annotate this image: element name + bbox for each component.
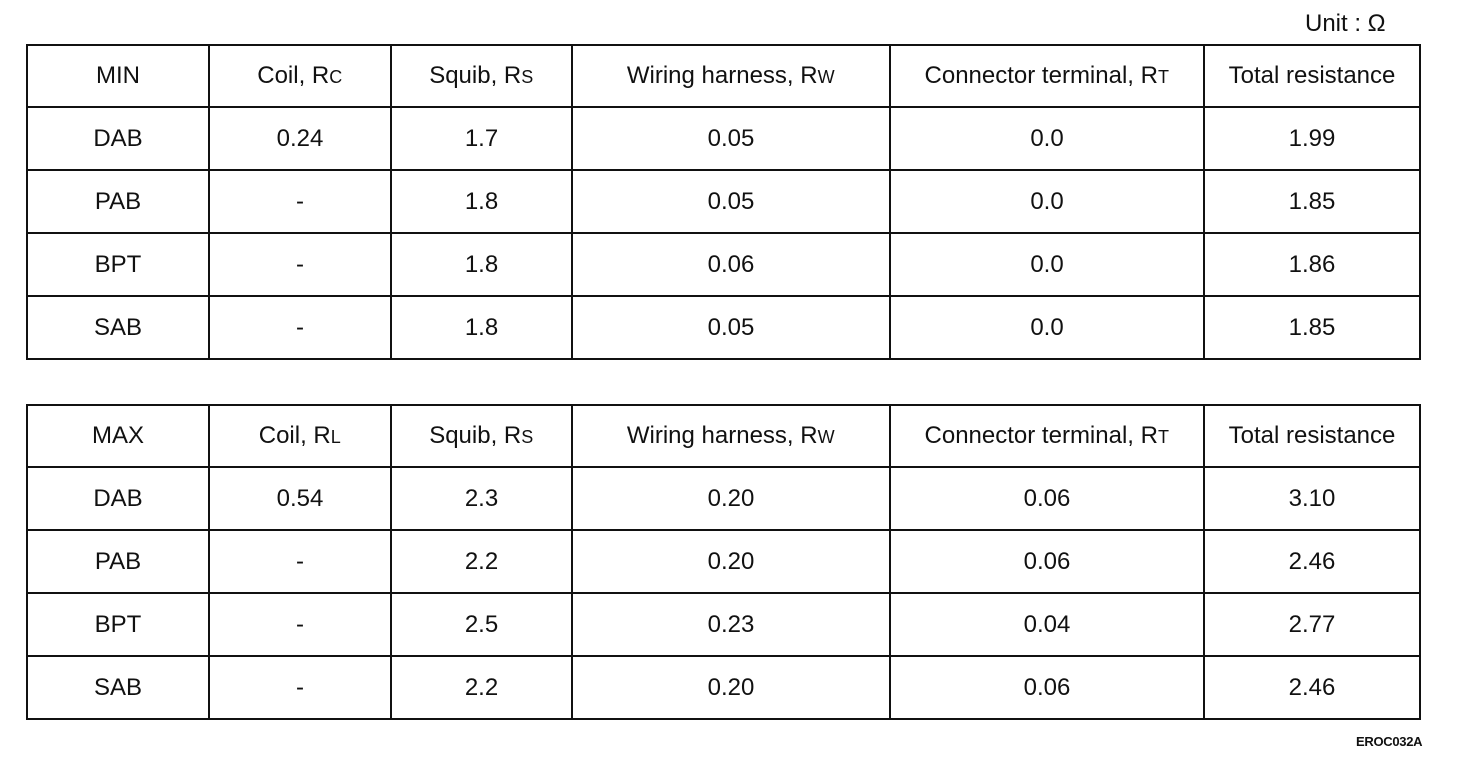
table-cell: 0.24 — [209, 107, 391, 170]
table-cell: BPT — [27, 593, 209, 656]
table-cell: 0.05 — [572, 107, 890, 170]
table-cell: 0.06 — [572, 233, 890, 296]
table-header-row — [27, 45, 1420, 107]
table-cell: 0.54 — [209, 467, 391, 530]
table-row — [27, 233, 1420, 296]
header-cell-coil: Coil, RL — [209, 405, 391, 467]
table-cell: PAB — [27, 170, 209, 233]
unit-label: Unit : Ω — [1305, 10, 1386, 37]
table-cell: 1.99 — [1204, 107, 1420, 170]
header-cell-wiring-harness: Wiring harness, RW — [572, 45, 890, 107]
table-cell: 1.85 — [1204, 296, 1420, 359]
table-row — [27, 530, 1420, 593]
table-cell: - — [209, 656, 391, 719]
table-cell: 0.05 — [572, 296, 890, 359]
table-cell: 2.2 — [391, 530, 572, 593]
table-cell: DAB — [27, 467, 209, 530]
table-cell: 0.0 — [890, 170, 1204, 233]
table-cell: 2.77 — [1204, 593, 1420, 656]
table-cell: 1.8 — [391, 233, 572, 296]
table-cell: 0.04 — [890, 593, 1204, 656]
table-cell: - — [209, 233, 391, 296]
table-row — [27, 170, 1420, 233]
header-cell-total-resistance: Total resistance — [1204, 405, 1420, 467]
table-row — [27, 656, 1420, 719]
table-cell: - — [209, 530, 391, 593]
table-cell: 0.0 — [890, 233, 1204, 296]
table-cell: 1.8 — [391, 170, 572, 233]
table-cell: 2.2 — [391, 656, 572, 719]
figure-code: EROC032A — [1356, 734, 1423, 749]
table-cell: SAB — [27, 296, 209, 359]
table-cell: 1.85 — [1204, 170, 1420, 233]
table-cell: SAB — [27, 656, 209, 719]
table-cell: DAB — [27, 107, 209, 170]
table-cell: 0.0 — [890, 296, 1204, 359]
header-cell-squib: Squib, RS — [391, 405, 572, 467]
table-row — [27, 467, 1420, 530]
table-cell: 0.06 — [890, 656, 1204, 719]
table-cell: PAB — [27, 530, 209, 593]
table-header-row — [27, 405, 1420, 467]
table-cell: 0.06 — [890, 467, 1204, 530]
table-cell: 2.46 — [1204, 530, 1420, 593]
table-cell: 3.10 — [1204, 467, 1420, 530]
table-row — [27, 296, 1420, 359]
header-cell-squib: Squib, RS — [391, 45, 572, 107]
table-cell: - — [209, 170, 391, 233]
table-row — [27, 107, 1420, 170]
table-cell: - — [209, 593, 391, 656]
table-cell: - — [209, 296, 391, 359]
table-cell: 0.06 — [890, 530, 1204, 593]
max-resistance-table — [26, 404, 1421, 720]
table-cell: 2.46 — [1204, 656, 1420, 719]
header-cell-coil: Coil, RC — [209, 45, 391, 107]
table-cell: 2.5 — [391, 593, 572, 656]
table-cell: BPT — [27, 233, 209, 296]
header-cell-total-resistance: Total resistance — [1204, 45, 1420, 107]
table-cell: 2.3 — [391, 467, 572, 530]
min-resistance-table — [26, 44, 1421, 360]
table-cell: 1.7 — [391, 107, 572, 170]
header-cell-connector-terminal: Connector terminal, RT — [890, 405, 1204, 467]
table-cell: 0.20 — [572, 467, 890, 530]
table-row — [27, 593, 1420, 656]
header-cell-connector-terminal: Connector terminal, RT — [890, 45, 1204, 107]
table-cell: 0.20 — [572, 656, 890, 719]
table-cell: 1.8 — [391, 296, 572, 359]
table-cell: 0.20 — [572, 530, 890, 593]
header-cell-wiring-harness: Wiring harness, RW — [572, 405, 890, 467]
table-cell: 0.23 — [572, 593, 890, 656]
header-cell-max: MAX — [27, 405, 209, 467]
table-cell: 0.0 — [890, 107, 1204, 170]
table-cell: 0.05 — [572, 170, 890, 233]
header-cell-min: MIN — [27, 45, 209, 107]
table-cell: 1.86 — [1204, 233, 1420, 296]
